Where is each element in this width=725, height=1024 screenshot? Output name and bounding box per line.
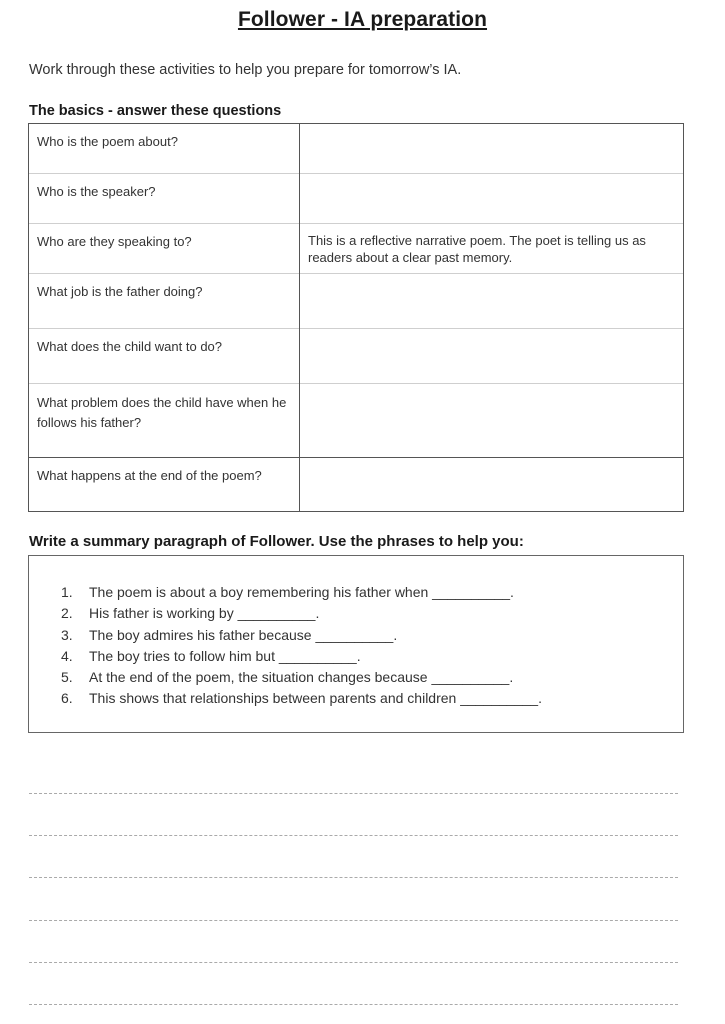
phrase-number: 5.: [61, 669, 73, 686]
writing-line[interactable]: [29, 920, 678, 921]
writing-line[interactable]: [29, 1004, 678, 1005]
answer-cell[interactable]: This is a reflective narrative poem. The poet is telling us as readers about a clear past memory.: [300, 224, 684, 274]
answer-cell[interactable]: [300, 124, 684, 174]
writing-line[interactable]: [29, 835, 678, 836]
basics-heading: The basics - answer these questions: [29, 103, 282, 119]
table-row: [29, 274, 684, 329]
phrase-number: 6.: [61, 690, 73, 707]
phrase-item: [61, 688, 542, 709]
table-row: [29, 224, 684, 274]
phrase-number: 1.: [61, 584, 73, 600]
writing-line[interactable]: [29, 962, 678, 963]
phrase-number: 2.: [61, 605, 73, 622]
phrase-item: [61, 667, 542, 688]
summary-phrases-box: [28, 555, 684, 733]
phrase-text: At the end of the poem, the situation changes because __________.: [89, 669, 514, 686]
question-cell: What does the child want to do?: [29, 329, 300, 384]
table-row: [29, 384, 684, 458]
phrase-text: The boy tries to follow him but __________.: [89, 647, 361, 664]
phrase-text: This shows that relationships between parents and children __________.: [89, 690, 542, 707]
question-cell: Who is the speaker?: [29, 174, 300, 224]
table-row: [29, 124, 684, 174]
phrase-item: [61, 625, 542, 646]
question-cell: What problem does the child have when he follows his father?: [29, 384, 300, 458]
summary-heading: Write a summary paragraph of Follower. Use the phrases to help you:: [29, 533, 524, 550]
phrase-number: 4.: [61, 647, 73, 664]
phrase-text: His father is working by __________.: [89, 605, 320, 622]
table-row: [29, 458, 684, 512]
answer-cell[interactable]: [300, 274, 684, 329]
answer-cell[interactable]: [300, 174, 684, 224]
phrase-item: [61, 582, 542, 603]
table-row: [29, 329, 684, 384]
phrase-item: [61, 646, 542, 667]
question-cell: What happens at the end of the poem?: [29, 458, 300, 512]
question-cell: Who is the poem about?: [29, 124, 300, 174]
question-cell: Who are they speaking to?: [29, 224, 300, 274]
answer-cell[interactable]: [300, 458, 684, 512]
answer-cell[interactable]: [300, 384, 684, 458]
writing-line[interactable]: [29, 793, 678, 794]
phrase-item: [61, 603, 542, 624]
phrase-text: The boy admires his father because __________.: [89, 626, 398, 643]
page-title: Follower - IA preparation: [237, 8, 488, 31]
answer-cell[interactable]: [300, 329, 684, 384]
table-row: [29, 174, 684, 224]
writing-line[interactable]: [29, 877, 678, 878]
phrase-text: The poem is about a boy remembering his father when __________.: [89, 584, 514, 600]
basics-table: [28, 123, 684, 512]
phrase-list: [61, 582, 542, 710]
question-cell: What job is the father doing?: [29, 274, 300, 329]
phrase-number: 3.: [61, 626, 73, 643]
intro-text: Work through these activities to help you prepare for tomorrow’s IA.: [29, 62, 462, 78]
